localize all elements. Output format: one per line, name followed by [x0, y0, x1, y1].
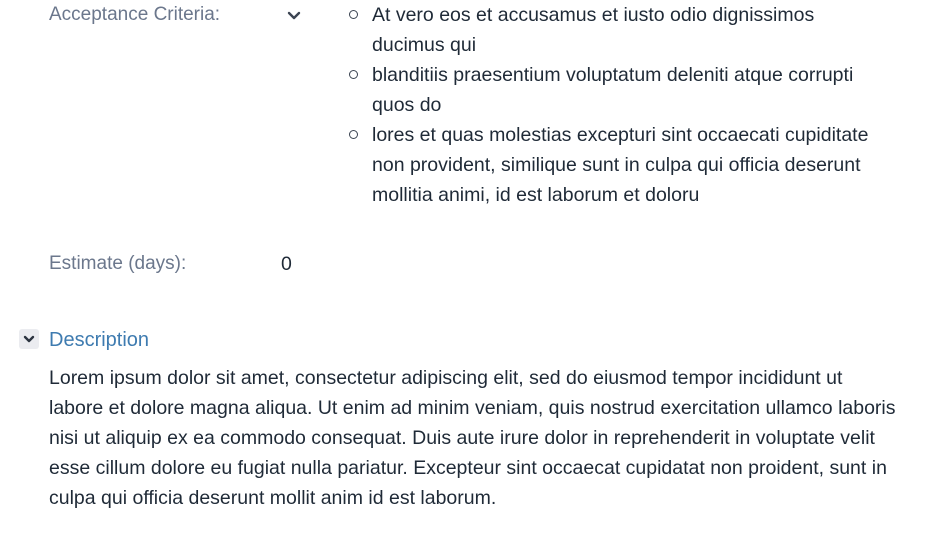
acceptance-criteria-list [349, 0, 869, 210]
chevron-down-icon [287, 11, 301, 21]
list-item [349, 60, 869, 120]
estimate-label: Estimate (days): [49, 253, 187, 274]
chevron-down-icon [23, 335, 35, 344]
list-item [349, 120, 869, 210]
acceptance-criteria-toggle[interactable] [284, 6, 304, 26]
list-item [349, 0, 869, 60]
bullet-circle-icon [349, 10, 358, 19]
description-text: Lorem ipsum dolor sit amet, consectetur adipiscing elit, sed do eiusmod tempor incididunt ut labore et dolore magna aliqua. Ut enim ad minim veniam, quis nostrud exercitation ullamco laboris nisi ut aliquip ex ea commodo consequat. Duis aute irure dolor in reprehenderit in voluptate velit esse cillum dolore eu fugiat nulla pariatur. Excepteur sint occaecat cupidatat non proident, sunt in culpa qui officia deserunt mollit anim id est laborum. [49, 367, 896, 509]
list-item-text: lores et quas molestias excepturi sint occaecati cupiditate non provident, similique sunt in culpa qui officia deserunt mollitia animi, id est laborum et doloru [372, 124, 869, 206]
estimate-value: 0 [281, 253, 292, 275]
description-heading[interactable]: Description [49, 329, 150, 351]
bullet-circle-icon [349, 130, 358, 139]
list-item-text: blanditiis praesentium voluptatum deleniti atque corrupti quos do [372, 64, 854, 116]
description-toggle-button[interactable] [19, 329, 39, 349]
list-item-text: At vero eos et accusamus et iusto odio dignissimos ducimus qui [372, 4, 815, 56]
bullet-circle-icon [349, 70, 358, 79]
acceptance-criteria-label: Acceptance Criteria: [49, 4, 221, 25]
